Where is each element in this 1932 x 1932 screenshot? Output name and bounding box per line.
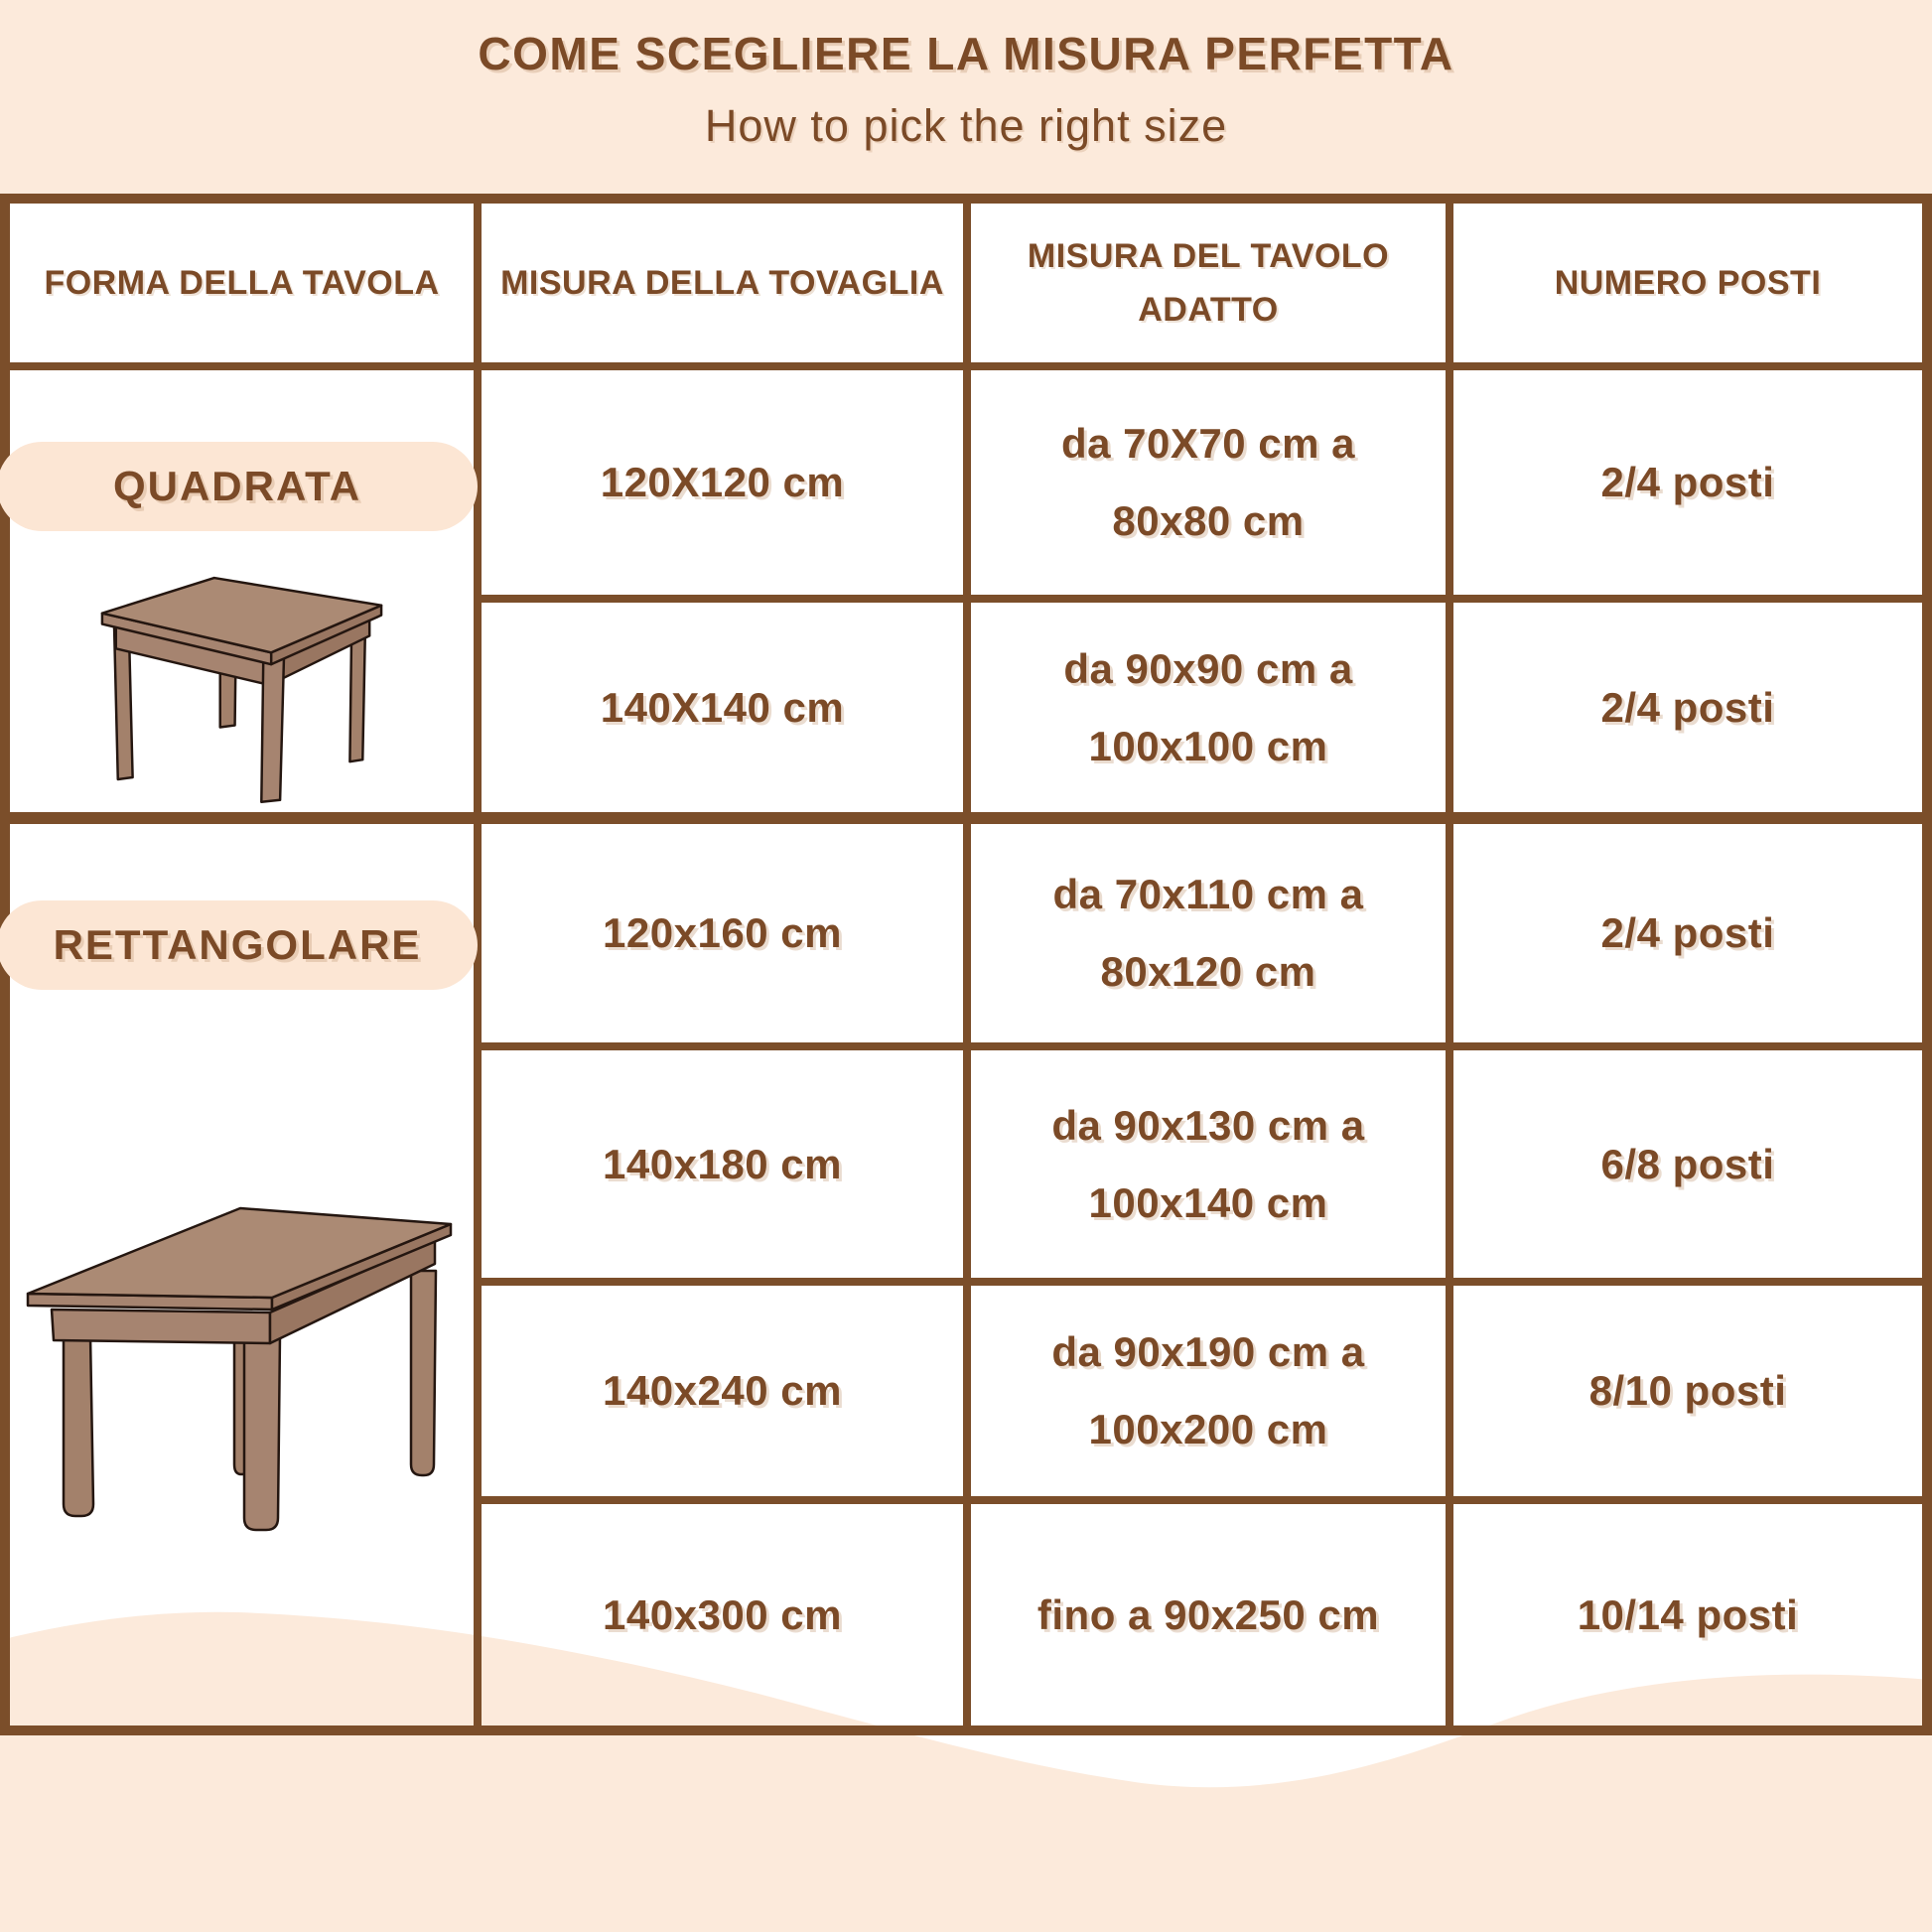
column-header-forma: FORMA DELLA TAVOLA: [10, 204, 482, 370]
header: [0, 28, 1932, 152]
cell-tavolo: da 90x90 cm a 100x100 cm: [971, 603, 1453, 824]
page-subtitle: How to pick the right size: [704, 99, 1228, 151]
cell-tavolo: fino a 90x250 cm: [971, 1504, 1453, 1725]
shape-badge-rettangolare: RETTANGOLARE: [0, 900, 478, 990]
shape-badge-quadrata: QUADRATA: [0, 442, 478, 531]
column-header-tovaglia: MISURA DELLA TOVAGLIA: [482, 204, 971, 370]
cell-posti: 2/4 posti: [1453, 370, 1922, 603]
square-table-illustration: [94, 556, 389, 804]
cell-posti: 8/10 posti: [1453, 1286, 1922, 1504]
cell-posti: 2/4 posti: [1453, 603, 1922, 824]
cell-tavolo: da 70X70 cm a 80x80 cm: [971, 370, 1453, 603]
column-header-posti: NUMERO POSTI: [1453, 204, 1922, 370]
cell-tovaglia: 140x240 cm: [482, 1286, 971, 1504]
cell-tavolo: da 90x190 cm a 100x200 cm: [971, 1286, 1453, 1504]
cell-tavolo: da 90x130 cm a 100x140 cm: [971, 1050, 1453, 1286]
cell-posti: 10/14 posti: [1577, 1590, 1799, 1638]
cell-tovaglia: 140X140 cm: [482, 603, 971, 824]
cell-tovaglia: 140x300 cm: [482, 1504, 971, 1725]
cell-posti: 2/4 posti: [1453, 824, 1922, 1050]
cell-posti: 6/8 posti: [1453, 1050, 1922, 1286]
cell-tavolo: da 70x110 cm a 80x120 cm: [971, 824, 1453, 1050]
page-title: COME SCEGLIERE LA MISURA PERFETTA: [478, 28, 1454, 79]
shape-cell-rettangolare: [10, 824, 482, 1725]
cell-tovaglia: 120x160 cm: [482, 824, 971, 1050]
rectangular-table-illustration: [24, 1176, 461, 1554]
cell-tovaglia: 120X120 cm: [482, 370, 971, 603]
size-guide-table: [0, 194, 1932, 1735]
column-header-tavolo: MISURA DEL TAVOLO ADATTO: [971, 204, 1453, 370]
shape-cell-quadrata: [10, 370, 482, 824]
cell-tovaglia: 140x180 cm: [482, 1050, 971, 1286]
